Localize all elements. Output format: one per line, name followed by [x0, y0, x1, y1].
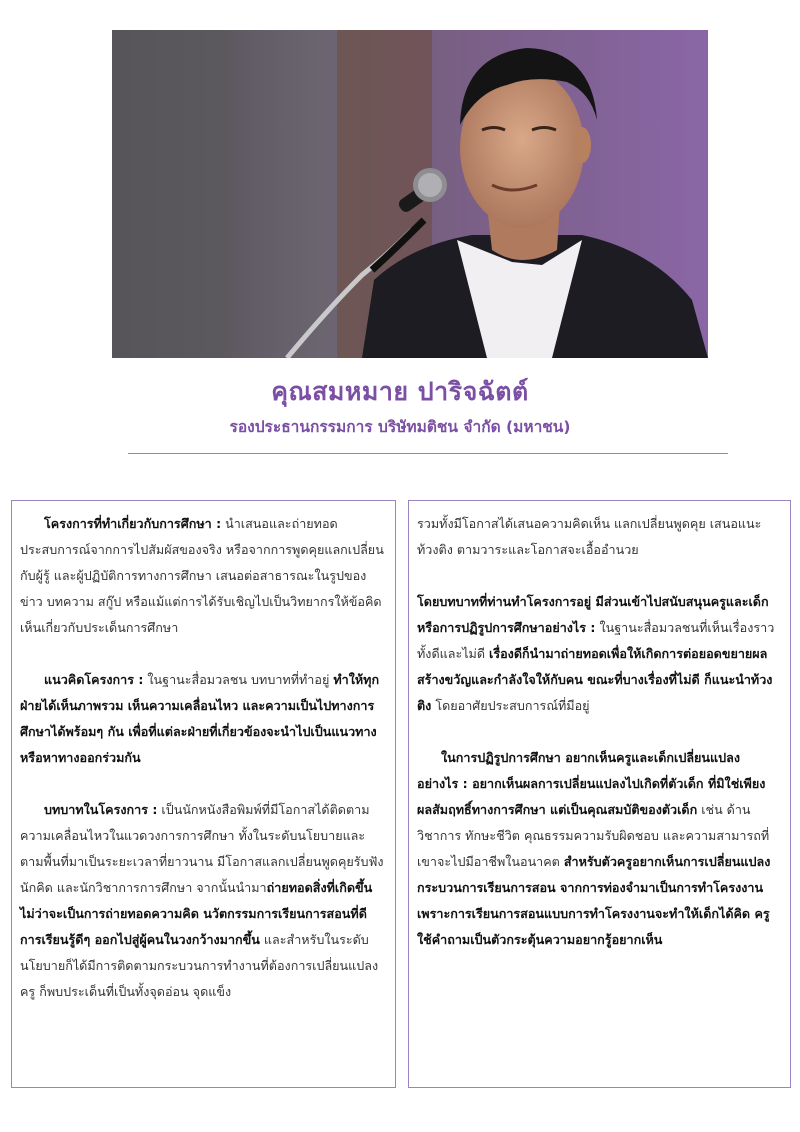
support-bold-text: เรื่องดีก็นำมาถ่ายทอดเพื่อให้เกิดการต่อยอดขยายผล สร้างขวัญและกำลังใจให้กับคน ขณะที่บางเรื่องที่ไม่ดี ก็แนะนำท้วงติง [417, 646, 773, 713]
concept-label: แนวคิดโครงการ : [44, 672, 144, 687]
paragraph-projects [20, 511, 385, 641]
paragraph-concept [20, 667, 385, 771]
support-text-continued: โดยอาศัยประสบการณ์ที่มีอยู่ [431, 698, 590, 713]
portrait-illustration [112, 30, 708, 358]
speaker-portrait-photo [112, 30, 708, 358]
paragraph-support [417, 589, 780, 719]
role-bold-text: ถ่ายทอดสิ่งที่เกิดขึ้น ไม่ว่าจะเป็นการถ่ายทอดความคิด นวัตกรรมการเรียนการสอนที่ดี การเรียนรู้ดีๆ ออกไปสู่ผู้คนในวงกว้างมากขึ้น [20, 880, 373, 947]
reform-label: ในการปฏิรูปการศึกษา อยากเห็นครูและเด็กเปลี่ยนแปลงอย่างไร : [417, 750, 740, 791]
header-divider [128, 453, 728, 454]
concept-text: ในฐานะสื่อมวลชน บทบาทที่ทำอยู่ [143, 672, 334, 687]
role-text-continued: และสำหรับในระดับนโยบายก็ได้มีการติดตามกระบวนการทำงานที่ต้องการเปลี่ยนแปลงครู ก็พบประเด็นที่เป็นทั้งจุดอ่อน จุดแข็ง [20, 932, 379, 999]
support-label: โดยบทบาทที่ท่านทำโครงการอยู่ มีส่วนเข้าไปสนับสนุนครูและเด็ก หรือการปฏิรูปการศึกษาอย่างไร : [417, 594, 769, 635]
role-label: บทบาทในโครงการ : [44, 802, 158, 817]
projects-label: โครงการที่ทำเกี่ยวกับการศึกษา : [44, 516, 222, 531]
paragraph-reform [417, 745, 780, 953]
paragraph-role [20, 797, 385, 1005]
right-column [408, 500, 791, 1088]
left-column [11, 500, 396, 1088]
person-role: รองประธานกรรมการ บริษัทมติชน จำกัด (มหาชน) [229, 418, 571, 436]
role-text: เป็นนักหนังสือพิมพ์ที่มีโอกาสได้ติดตามความเคลื่อนไหวในแวดวงการการศึกษา ทั้งในระดับนโยบายและตามพื้นที่มาเป็นระยะเวลาที่ยาวนาน มีโอกาสแลกเปลี่ยนพูดคุยรับฟัง นักคิด และนักวิชาการการศึกษา จากนั้นนำมา [20, 802, 384, 895]
concept-bold-text: ทำให้ทุกฝ่ายได้เห็นภาพรวม เห็นความเคลื่อนไหว และความเป็นไปทางการศึกษาได้พร้อมๆ กัน เพื่อที่แต่ละฝ่ายที่เกี่ยวข้องจะนำไปเป็นแนวทาง หรือหาทางออกร่วมกัน [20, 672, 380, 765]
reform-bold-text: อยากเห็นผลการเปลี่ยนแปลงไปเกิดที่ตัวเด็ก ที่มิใช่เพียงผลสัมฤทธิ์ทางการศึกษา แต่เป็นคุณสมบัติของตัวเด็ก [417, 776, 766, 817]
reform-bold-text-2: สำหรับตัวครูอยากเห็นการเปลี่ยนแปลงกระบวนการเรียนการสอน จากการท่องจำมาเป็นการทำโครงงาน เพราะการเรียนการสอนแบบการทำโครงงานจะทำให้เด็กได้คิด ครูใช้คำถามเป็นตัวกระตุ้นความอยากรู้อยากเห็น [417, 854, 771, 947]
support-text: ในฐานะสื่อมวลชนที่เห็นเรื่องราวทั้งดีและไม่ดี [417, 620, 775, 661]
projects-text: นำเสนอและถ่ายทอดประสบการณ์จากการไปสัมผัสของจริง หรือจากการพูดคุยแลกเปลี่ยนกับผู้รู้ และผู้ปฏิบัติการทางการศึกษา เสนอต่อสาธารณะในรูปของข่าว บทความ สกู๊ป หรือแม้แต่การได้รับเชิญไปเป็นวิทยากรให้ข้อคิดเห็นเกี่ยวกับประเด็นการศึกษา [20, 516, 384, 635]
paragraph-continuation: รวมทั้งมีโอกาสได้เสนอความคิดเห็น แลกเปลี่ยนพูดคุย เสนอแนะ ท้วงติง ตามวาระและโอกาสจะเอื้ออำนวย [417, 516, 762, 557]
person-name: คุณสมหมาย ปาริจฉัตต์ [271, 377, 529, 406]
reform-text: เช่น ด้านวิชาการ ทักษะชีวิต คุณธรรมความรับผิดชอบ และความสามารถที่เขาจะไปมีอาชีพในอนาคต [417, 802, 770, 869]
